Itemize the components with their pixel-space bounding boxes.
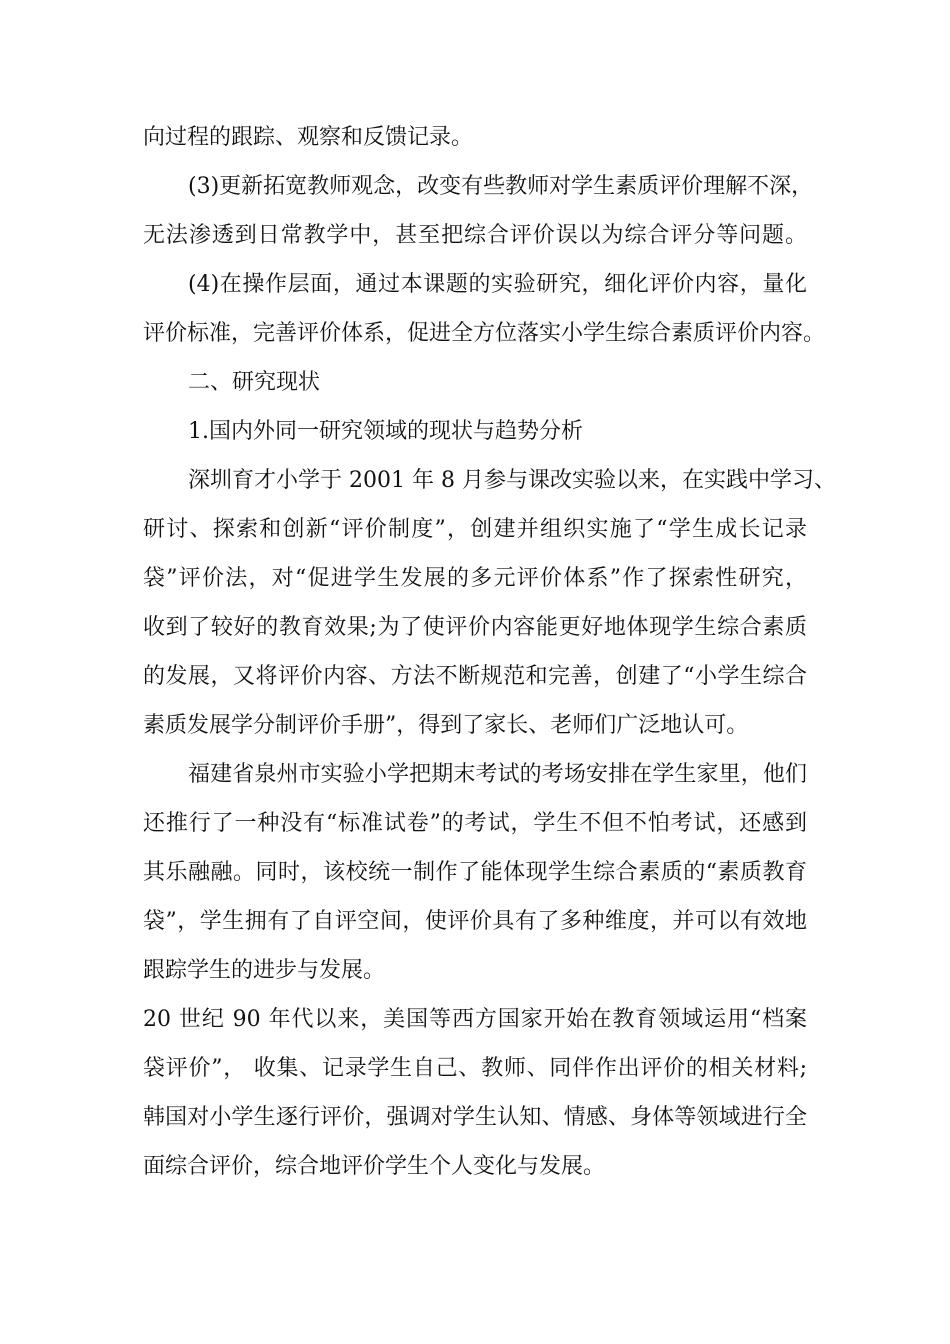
subsection-heading: 1.国内外同一研究领域的现状与趋势分析 <box>188 419 583 444</box>
text-line: 深圳育才小学于 2001 年 8 月参与课改实验以来，在实践中学习、 <box>188 468 836 493</box>
text-line: 韩国对小学生逐行评价，强调对学生认知、情感、身体等领域进行全 <box>143 1105 807 1130</box>
text-line: 无法渗透到日常教学中，甚至把综合评价误以为综合评分等问题。 <box>143 223 807 248</box>
text-line: (4)在操作层面，通过本课题的实验研究，细化评价内容，量化 <box>188 272 807 297</box>
text-line: 收到了较好的教育效果;为了使评价内容能更好地体现学生综合素质 <box>143 615 807 640</box>
text-line: 向过程的跟踪、观察和反馈记录。 <box>143 125 474 150</box>
text-line: 袋”，学生拥有了自评空间，使评价具有了多种维度，并可以有效地 <box>143 909 807 934</box>
text-line: (3)更新拓宽教师观念，改变有些教师对学生素质评价理解不深， <box>188 174 814 199</box>
text-line: 跟踪学生的进步与发展。 <box>143 958 386 983</box>
text-line: 福建省泉州市实验小学把期末考试的考场安排在学生家里，他们 <box>188 762 807 787</box>
text-line: 袋评价”， 收集、记录学生自己、教师、同伴作出评价的相关材料; <box>143 1056 807 1081</box>
text-line: 还推行了一种没有“标准试卷”的考试，学生不但不怕考试，还感到 <box>143 811 807 836</box>
text-line: 20 世纪 90 年代以来，美国等西方国家开始在教育领域运用“档案 <box>143 1007 807 1032</box>
text-line: 评价标准，完善评价体系，促进全方位落实小学生综合素质评价内容。 <box>143 321 826 346</box>
text-line: 袋”评价法，对“促进学生发展的多元评价体系”作了探索性研究， <box>143 566 807 591</box>
text-line: 的发展，又将评价内容、方法不断规范和完善，创建了“小学生综合 <box>143 664 807 689</box>
text-line: 素质发展学分制评价手册”，得到了家长、老师们广泛地认可。 <box>143 713 749 738</box>
text-line: 面综合评价，综合地评价学生个人变化与发展。 <box>143 1154 606 1179</box>
text-line: 研讨、探索和创新“评价制度”，创建并组织实施了“学生成长记录 <box>143 517 807 542</box>
body-text <box>143 113 836 1191</box>
text-line: 其乐融融。同时，该校统一制作了能体现学生综合素质的“素质教育 <box>143 860 807 885</box>
section-heading: 二、研究现状 <box>188 370 321 395</box>
